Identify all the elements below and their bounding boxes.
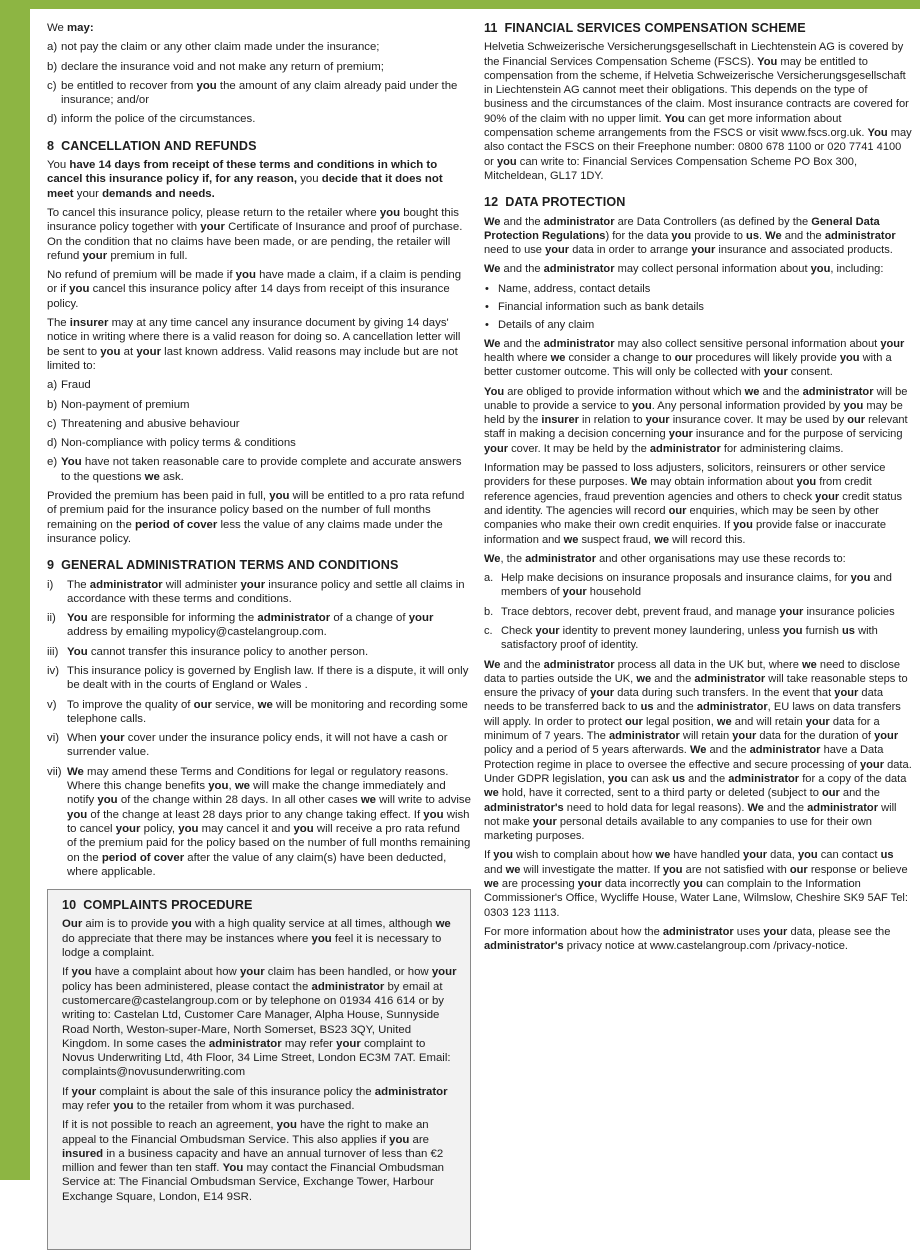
list-item: i) The administrator will administer your insurance policy and settle all claims in accordance with these terms and conditions. — [47, 578, 465, 605]
list-marker: iii) — [47, 645, 59, 658]
defined-term: administrator — [802, 385, 874, 398]
defined-term: administrator — [311, 980, 385, 993]
section-number: 10 — [62, 898, 77, 913]
defined-term: administrator — [824, 229, 896, 242]
list-marker: ii) — [47, 612, 56, 625]
paragraph: If you have a complaint about how your claim has been handled, or how your policy has been administered, please contact the administrator by email at customercare@castelangroup.com or by telephone on 01934 416 614 or by writing to: Castelan Ltd, Customer Care Manager, Alpha House, Sunnyside Road North, Weston-super-Mare, North Somerset, BS23 3QY, United Kingdom. In some cases the administrator may refer your complaint to Novus Underwriting Ltd, 4th Floor, 34 Lime Street, London EC3M 7AT. Email: complaints@novusunderwriting.com — [62, 966, 457, 1079]
list-marker: vi) — [47, 732, 60, 745]
defined-term: us — [880, 849, 894, 862]
defined-term: your — [805, 715, 830, 728]
defined-term: General Data Protection Regulations — [484, 215, 880, 242]
defined-term: administrator — [649, 442, 721, 455]
defined-term: You — [67, 612, 88, 625]
section-number: 11 — [484, 21, 498, 35]
defined-term: you — [379, 206, 401, 219]
defined-term: your — [763, 925, 788, 938]
defined-term: your — [815, 490, 840, 503]
defined-term: your — [535, 624, 560, 637]
defined-term: administrator — [728, 772, 800, 785]
list-item: d) Non-compliance with policy terms & conditions — [47, 437, 296, 450]
left-accent-bar — [0, 0, 30, 1180]
s10-paragraphs — [62, 917, 460, 1204]
defined-term: you — [607, 772, 628, 785]
defined-term: we — [655, 849, 671, 862]
defined-term: your — [562, 586, 587, 599]
defined-term: administrator — [525, 552, 597, 565]
section-title: FINANCIAL SERVICES COMPENSATION SCHEME — [504, 21, 806, 35]
s11-paragraphs — [484, 40, 912, 183]
defined-term: you — [733, 519, 753, 532]
defined-term: us — [746, 229, 759, 242]
list-marker: b) — [47, 60, 58, 73]
defined-term: administrator — [694, 672, 766, 685]
defined-term: We — [630, 476, 648, 489]
defined-term: You — [67, 645, 88, 658]
right-column — [484, 21, 912, 959]
defined-term: You — [61, 456, 82, 469]
section-11-heading — [484, 21, 912, 35]
list-item: a. Help make decisions on insurance proposals and insurance claims, for you and members of your household — [484, 572, 892, 599]
s12-p5: Information may be passed to loss adjusters, solicitors, reinsurers or other service providers for these purposes. We may obtain information about you from credit reference agencies, fraud prevention agencies and others to check your credit status and identity. The agencies will record our enquiries, which may be seen by other companies who make their own credit enquiries. If you provide false or inaccurate information and we suspect fraud, we will record this. — [484, 462, 903, 546]
defined-term: administrator — [374, 1085, 448, 1098]
list-marker: b. — [484, 605, 494, 618]
defined-term: your — [484, 442, 509, 455]
defined-term: you — [311, 932, 332, 945]
defined-term: administrator — [696, 701, 768, 714]
defined-term: may: — [63, 22, 94, 34]
defined-term: we — [563, 533, 579, 546]
list-item: v) To improve the quality of our service, we will be monitoring and recording some telephone calls. — [47, 698, 468, 725]
s12-bullets — [484, 282, 912, 333]
list-item: • Name, address, contact details — [485, 282, 651, 295]
defined-term: insurer — [541, 414, 579, 427]
defined-term: us — [640, 701, 654, 714]
defined-term: we — [636, 672, 652, 685]
list-item: a) Fraud — [47, 379, 91, 392]
defined-term: your — [834, 687, 859, 700]
section-9-heading — [47, 558, 471, 572]
defined-term: demands and needs. — [98, 187, 215, 200]
paragraph: No refund of premium will be made if you have made a claim, if a claim is pending or if you cancel this insurance policy after 14 days from receipt of this insurance policy. — [47, 269, 462, 310]
defined-term: you — [839, 351, 860, 364]
defined-term: period of cover — [135, 518, 218, 531]
paragraph: Our aim is to provide you with a high quality service at all times, although we do appreciate that there may be instances where you feel it is necessary to lodge a complaint. — [62, 918, 451, 960]
defined-term: we — [802, 658, 817, 671]
defined-term: you — [235, 269, 256, 282]
list-item: • Financial information such as bank details — [485, 301, 704, 314]
defined-term: insurer — [69, 317, 109, 330]
s12-p2: We and the administrator may collect personal information about you, including: — [484, 263, 884, 276]
paragraph: Helvetia Schweizerische Versicherungsgesellschaft in Liechtenstein AG is covered by the Financial Services Compensation Scheme (FSCS). You may be entitled to compensation from the scheme, if Helvetia Schweizerische Versicherungsgesellschaft in Liechtenstein AG cannot meet their obligations. This depends on the type of business and the circumstances of the claim. Most insurance contracts are covered for 90% of the claim with no upper limit. You can get more information about compensation scheme arrangements from the FSCS or visit www.fscs.org.uk. You may also contact the FSCS on their Freephone number: 0800 678 1100 or 020 7741 4100 or you can write to: Financial Services Compensation Scheme PO Box 300, Mitcheldean, GL17 1DY. — [484, 41, 912, 182]
list-marker: • — [485, 282, 489, 295]
defined-term: we — [257, 698, 273, 711]
defined-term: your — [240, 578, 266, 591]
defined-term: our — [193, 698, 212, 711]
paragraph: If it is not possible to reach an agreement, you have the right to make an appeal to the Financial Ombudsman Service. This also applies if you are insured in a business capacity and have an annual turnover of less than €2 million and fewer than ten staff. You may contact the Financial Ombudsman Service at: The Financial Ombudsman Service, Exchange Tower, Harbour Exchange Square, London, E14 9SR. — [62, 1119, 444, 1203]
defined-term: you — [97, 794, 118, 807]
defined-term: your — [691, 244, 716, 257]
defined-term: we — [435, 918, 451, 931]
paragraph: If your complaint is about the sale of this insurance policy the administrator may refer you to the retailer from whom it was purchased. — [62, 1085, 448, 1112]
defined-term: Our — [62, 918, 83, 931]
defined-term: you — [683, 878, 703, 891]
defined-term: your — [82, 249, 108, 262]
defined-term: you — [662, 863, 683, 876]
defined-term: administrator's — [484, 940, 564, 953]
defined-term: your — [136, 345, 161, 358]
defined-term: your — [115, 822, 141, 835]
defined-term: administrator — [608, 730, 680, 743]
defined-term: your — [668, 428, 693, 441]
list-marker: • — [485, 319, 489, 332]
defined-term: We — [484, 263, 501, 276]
defined-term: your — [577, 878, 602, 891]
defined-term: administrator — [543, 263, 615, 276]
section-number: 12 — [484, 195, 499, 210]
section-title: GENERAL ADMINISTRATION TERMS AND CONDITIONS — [61, 558, 399, 573]
list-marker: c) — [47, 417, 57, 430]
defined-term: you — [389, 1133, 410, 1146]
list-item: e) You have not taken reasonable care to provide complete and accurate answers to the questions we ask. — [47, 456, 462, 483]
s12-p7: We and the administrator process all data in the UK but, where we need to disclose data to parties outside the UK, we and the administrator will take reasonable steps to ensure the privacy of your data during such transfers. In the event that your data needs to be transferred back to us and the administrator, EU laws on data transfers will apply. In order to protect our legal position, we and will retain your data for a minimum of 7 years. The administrator will retain your data for the duration of your policy and a period of 5 years afterwards. We and the administrator have a Data Protection regime in place to oversee the effective and secure processing of your data. Under GDPR legislation, you can ask us and the administrator for a copy of the data we hold, have it corrected, sent to a third party or deleted (subject to our and the administrator's need to hold data for legal reasons). We and the administrator will not make your personal details available to any companies to use for their own marketing purposes. — [484, 658, 912, 843]
s8-final-paragraph: Provided the premium has been paid in full, you will be entitled to a pro rata refund of premium paid for the insurance policy based on the number of full months remaining on the period of cover less the value of any claims made under the insurance policy. — [47, 490, 465, 545]
s7-intro: We may: — [47, 22, 94, 34]
list-item: b. Trace debtors, recover debt, prevent fraud, and manage your insurance policies — [484, 605, 895, 618]
defined-term: We — [484, 215, 501, 228]
s12-p9: For more information about how the administrator uses your data, please see the administrator's privacy notice at www.castelangroup.com /privacy-notice. — [484, 925, 891, 953]
defined-term: insured — [62, 1147, 104, 1160]
complaints-box — [47, 889, 471, 1250]
defined-term: our — [625, 715, 643, 728]
list-marker: d) — [47, 437, 58, 450]
defined-term: administrator's — [484, 801, 564, 814]
list-marker: • — [485, 301, 489, 314]
defined-term: you — [797, 849, 818, 862]
list-marker: i) — [47, 578, 54, 591]
defined-term: We — [689, 744, 707, 757]
defined-term: our — [668, 504, 687, 517]
s8-paragraphs — [47, 158, 471, 373]
defined-term: You — [222, 1162, 244, 1175]
defined-term: You — [867, 127, 888, 140]
defined-term: your — [71, 1085, 97, 1098]
section-12-heading — [484, 195, 912, 209]
defined-term: your — [779, 605, 804, 618]
list-marker: c) — [47, 79, 57, 92]
defined-term: administrator — [807, 801, 879, 814]
defined-term: administrator — [749, 744, 821, 757]
defined-term: your — [743, 849, 768, 862]
defined-term: your — [590, 687, 615, 700]
defined-term: administrator — [543, 215, 615, 228]
defined-term: administrator — [662, 925, 734, 938]
list-item: iv) This insurance policy is governed by English law. If there is a dispute, it will only be dealt with in the courts of England or Wales . — [47, 664, 469, 692]
defined-term: your — [859, 758, 885, 771]
defined-term: decide that it does not meet — [47, 173, 443, 200]
list-item: c. Check your identity to prevent money laundering, unless you furnish us with satisfactory proof of identity. — [484, 624, 878, 652]
defined-term: your — [431, 966, 457, 979]
defined-term: you — [782, 624, 803, 637]
defined-term: period of cover — [101, 851, 185, 864]
defined-term: we — [484, 878, 499, 891]
list-marker: v) — [47, 698, 57, 711]
defined-term: you — [71, 966, 92, 979]
defined-term: you — [810, 263, 831, 276]
defined-term: your — [645, 414, 670, 427]
list-item: c) be entitled to recover from you the amount of any claim already paid under the insurance; and/or — [47, 79, 458, 107]
list-item: a) not pay the claim or any other claim made under the insurance; — [47, 41, 380, 54]
defined-term: you — [671, 229, 692, 242]
defined-term: You — [664, 112, 685, 125]
s12-p4: You are obliged to provide information without which we and the administrator will be unable to provide a service to you. Any personal information provided by you may be held by the insurer in relation to your insurance cover. It may be used by our relevant staff in making a decision concerning your insurance and for the purpose of servicing your cover. It may be held by the administrator for administering claims. — [484, 385, 908, 455]
defined-term: our — [821, 787, 840, 800]
defined-term: us — [842, 624, 855, 637]
defined-term: we — [484, 787, 499, 800]
defined-term: we — [144, 470, 160, 483]
defined-term: you — [171, 918, 192, 931]
defined-term: your — [732, 730, 757, 743]
s12-p8: If you wish to complain about how we have handled your data, you can contact us and we will investigate the matter. If you are not satisfied with our response or believe we are processing your data incorrectly you can complain to the Information Commissioner's Office, Wycliffe House, Water Lane, Wilmslow, Cheshire SK9 5AF Tel: 0303 123 1113. — [484, 849, 908, 919]
section-number: 9 — [47, 558, 55, 573]
defined-term: you — [208, 780, 229, 793]
paragraph: The insurer may at any time cancel any insurance document by giving 14 days' notice in writing where there is a valid reason for doing so. A cancellation letter will be sent to you at your last known address. Valid reasons may include but are not limited to: — [47, 317, 461, 372]
defined-term: you — [269, 490, 290, 503]
defined-term: We — [765, 229, 782, 242]
list-item: vii) We may amend these Terms and Conditions for legal or regulatory reasons. Where this change benefits you, we will make the change immediately and notify you of the change within 28 days. In all other cases we will write to advise you of the change at least 28 days prior to any change taking effect. If you wish to cancel your policy, you may cancel it and you will receive a pro rata refund of the premium paid for the policy based on the number of full months remaining on the period of cover after the value of any claim(s) have been deducted, where applicable. — [47, 765, 471, 878]
section-title: CANCELLATION AND REFUNDS — [61, 138, 257, 153]
section-title: COMPLAINTS PROCEDURE — [83, 898, 253, 913]
list-marker: a. — [484, 572, 494, 585]
s12-p3: We and the administrator may also collect sensitive personal information about your health where we consider a change to our procedures will likely provide you with a better customer outcome. This will only be collected with your consent. — [484, 337, 905, 379]
defined-term: have 14 days from receipt of these terms and conditions in which to cancel this insurance policy if, for any reason, — [47, 159, 438, 186]
list-marker: a) — [47, 41, 58, 54]
list-marker: vii) — [47, 765, 62, 778]
defined-term: you — [850, 572, 871, 585]
defined-term: your — [763, 366, 788, 379]
defined-term: your — [545, 244, 570, 257]
defined-term: you — [178, 822, 199, 835]
defined-term: you — [632, 399, 652, 412]
list-item: b) declare the insurance void and not make any return of premium; — [47, 60, 384, 73]
section-title: DATA PROTECTION — [505, 195, 626, 210]
defined-term: you — [493, 849, 513, 862]
defined-term: we — [360, 794, 377, 807]
defined-term: We — [484, 337, 501, 350]
paragraph: You have 14 days from receipt of these terms and conditions in which to cancel this insurance policy if, for any reason, you decide that it does not meet your demands and needs. — [47, 159, 443, 200]
defined-term: you — [113, 1100, 134, 1112]
top-accent-bar — [0, 0, 920, 9]
list-item: vi) When your cover under the insurance policy ends, it will not have a cash or surrender value. — [47, 732, 448, 759]
defined-term: we — [654, 533, 670, 546]
defined-term: your — [874, 730, 899, 743]
s12-records-list — [484, 571, 912, 652]
list-marker: iv) — [47, 664, 60, 677]
s12-p6: We, the administrator and other organisations may use these records to: — [484, 552, 846, 565]
defined-term: you — [496, 155, 517, 168]
s12-p1: We and the administrator are Data Controllers (as defined by the General Data Protection Regulations) for the data you provide to us. We and the administrator need to use your data in order to arrange your insurance and associated products. — [484, 215, 896, 257]
paragraph: To cancel this insurance policy, please return to the retailer where you bought this insurance policy together with your Certificate of Insurance and proof of purchase. On the condition that no claims have been made, or are pending, the retailer will refund your premium in full. — [47, 206, 463, 262]
defined-term: you — [69, 283, 90, 296]
defined-term: us — [672, 772, 686, 785]
defined-term: We — [747, 801, 764, 814]
defined-term: you — [796, 476, 817, 489]
list-item: • Details of any claim — [485, 319, 595, 332]
defined-term: administrator — [208, 1037, 282, 1050]
defined-term: we — [716, 715, 732, 728]
defined-term: your — [99, 732, 125, 745]
section-number: 8 — [47, 138, 55, 153]
list-item: c) Threatening and abusive behaviour — [47, 417, 240, 430]
list-marker: a) — [47, 379, 58, 392]
list-item: ii) You are responsible for informing the administrator of a change of your address by emailing mypolicy@castelangroup.com. — [47, 612, 434, 639]
list-marker: b) — [47, 398, 58, 411]
defined-term: you — [843, 399, 864, 412]
defined-term: administrator — [257, 612, 331, 625]
defined-term: administrator — [543, 337, 615, 350]
defined-term: your — [532, 815, 557, 828]
list-item: d) inform the police of the circumstances. — [47, 113, 256, 126]
defined-term: you — [196, 79, 217, 92]
defined-term: our — [674, 351, 693, 364]
defined-term: we — [744, 385, 760, 398]
s7-list — [47, 40, 471, 126]
s8-reasons-list — [47, 378, 471, 484]
defined-term: administrator — [89, 578, 163, 591]
defined-term: you — [67, 808, 88, 821]
s9-list — [47, 578, 471, 880]
defined-term: we — [234, 780, 251, 793]
defined-term: we — [505, 863, 521, 876]
list-item: iii) You cannot transfer this insurance policy to another person. — [47, 645, 369, 658]
defined-term: administrator — [543, 658, 615, 671]
defined-term: we — [550, 351, 566, 364]
document-page — [30, 9, 920, 1203]
defined-term: You — [757, 55, 778, 68]
defined-term: you — [423, 808, 444, 821]
defined-term: We — [67, 765, 84, 778]
defined-term: your — [336, 1037, 361, 1050]
section-10-heading — [62, 898, 460, 912]
defined-term: your — [239, 966, 265, 979]
defined-term: We — [484, 658, 501, 671]
defined-term: you — [276, 1119, 297, 1132]
section-8-heading — [47, 139, 471, 153]
defined-term: We — [484, 552, 501, 565]
defined-term: our — [847, 414, 866, 427]
list-marker: e) — [47, 456, 58, 469]
defined-term: you — [100, 345, 121, 358]
defined-term: You — [484, 385, 505, 398]
defined-term: your — [408, 612, 434, 625]
list-item: b) Non-payment of premium — [47, 398, 190, 411]
list-marker: d) — [47, 113, 58, 126]
left-column — [47, 21, 471, 1250]
defined-term: your — [880, 337, 905, 350]
defined-term: your — [200, 221, 225, 234]
defined-term: our — [789, 863, 808, 876]
list-marker: c. — [484, 624, 493, 637]
defined-term: you — [293, 822, 314, 835]
